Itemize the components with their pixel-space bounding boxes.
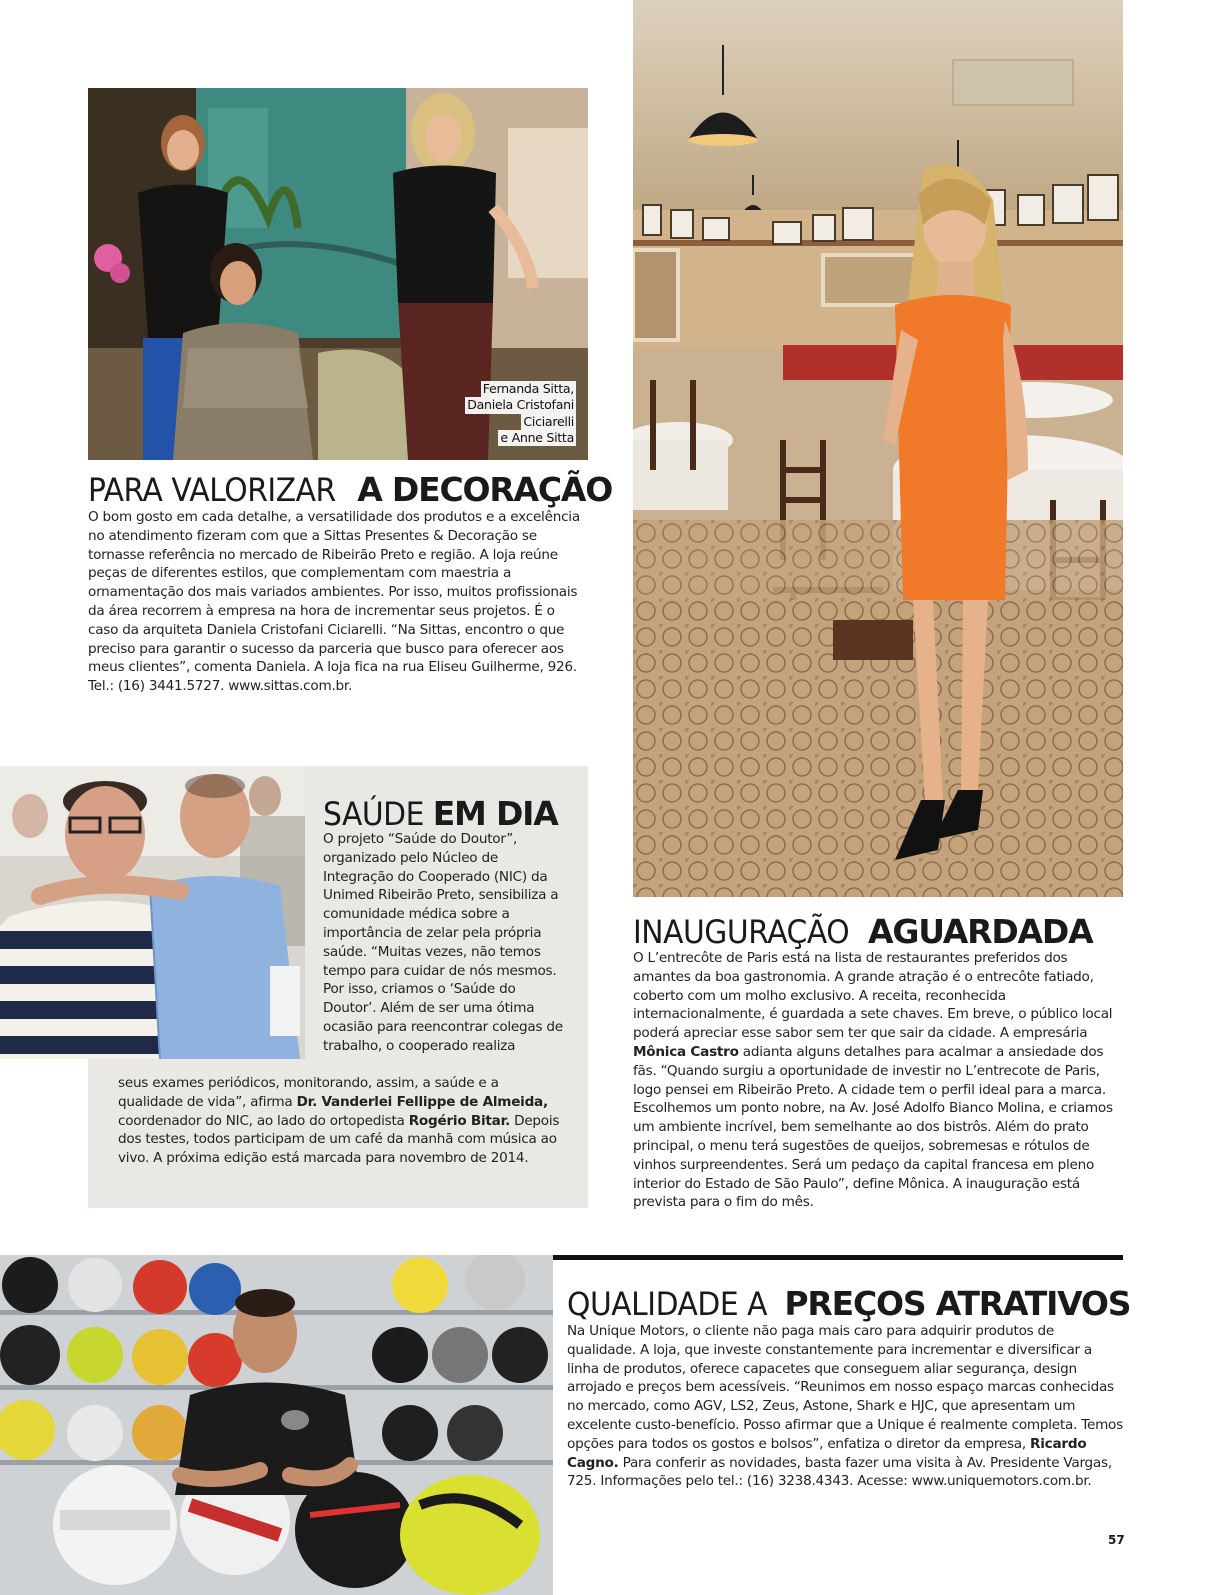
paragraph xyxy=(118,1074,563,1168)
text-run: seus exames periódicos, monitorando, assim, a saúde e a qualidade de vida”, afirma xyxy=(118,1075,499,1110)
paragraph xyxy=(567,1322,1123,1491)
paragraph xyxy=(633,949,1123,1212)
person-name: Ricardo Cagno. xyxy=(567,1435,1087,1471)
photo-helmet-store xyxy=(0,1255,553,1595)
text-run: Depois dos testes, todos participam de um café da manhã com música ao vivo. A próxima edição está marcada para novembro de 2014. xyxy=(118,1112,560,1167)
article-body-decoracao xyxy=(88,508,588,696)
text-run: Na Unique Motors, o cliente não paga mais caro para adquirir produtos de qualidade. A loja, que investe constantemente para incrementar e diversificar a linha de produtos, oferece capacetes que conseguem aliar segurança, design arrojado e preços bem acessíveis. “Reunimos em nosso espaço marcas conhecidas no mercado, como AGV, LS2, Zeus, Astone, Shark e HJC, que apresentam um excelente custo-benefício. Posso afirmar que a Unique é realmente completa. Temos opções para todos os gostos e bolsos”, enfatiza o diretor da empresa, xyxy=(567,1323,1123,1452)
article-body-saude-bottom xyxy=(118,1074,563,1168)
caption-line: Daniela Cristofani xyxy=(467,397,574,413)
article-body-saude-top xyxy=(323,830,563,1056)
text-run: O L’entrecôte de Paris está na lista de restaurantes preferidos dos amantes da boa gastronomia. A grande atração é o entrecôte fatiado, coberto com um molho exclusivo. A receita, reconhecida internacionalmente, é guardada a sete chaves. Em breve, o público local poderá apreciar esse sabor sem ter que sair da cidade. A empresária xyxy=(633,950,1113,1042)
section-divider-rule xyxy=(553,1255,1123,1260)
headline-bold: AGUARDADA xyxy=(867,912,1093,951)
article-body-inauguracao xyxy=(633,949,1123,1212)
text-run: Para conferir as novidades, basta fazer uma visita à Av. Presidente Vargas, 725. Informações pelo tel.: (16) 3238.4343. Acesse: www.uniquemotors.com.br. xyxy=(567,1454,1112,1490)
headline-light: PARA VALORIZAR xyxy=(88,471,336,509)
article-body-qualidade xyxy=(567,1322,1123,1491)
headline-bold: A DECORAÇÃO xyxy=(357,470,613,509)
headline-light: QUALIDADE A xyxy=(567,1285,768,1323)
headline-light: SAÚDE xyxy=(323,795,424,833)
caption-line: Fernanda Sitta, xyxy=(482,381,574,396)
photo-caption-sittas xyxy=(420,381,576,446)
photo-restaurant xyxy=(633,0,1123,897)
photo-two-doctors xyxy=(0,766,305,1059)
text-run: adianta alguns detalhes para acalmar a ansiedade dos fãs. “Quando surgiu a oportunidade de investir no L’entrecote de Paris, logo pensei em Ribeirão Preto. A cidade tem o perfil ideal para a marca. Escolhemos um ponto nobre, na Av. José Adolfo Bianco Molina, e criamos um ambiente incrível, bem semelhante ao dos bistrôs. Além do prato principal, o menu terá sugestões de queijos, sobremesas e rótulos de vinhos surpreendentes. Será um pedaço da capital francesa em pleno interior do Estado de São Paulo”, define Mônica. A inauguração está prevista para o fim do mês. xyxy=(633,1043,1113,1211)
paragraph: O bom gosto em cada detalhe, a versatilidade dos produtos e a excelência no atendimento fizeram com que a Sittas Presentes & Decoração se tornasse referência no mercado de Ribeirão Preto e região. A loja reúne peças de diferentes estilos, que complementam com maestria a ornamentação dos mais variados ambientes. Por isso, muitos profissionais da área recorrem à empresa na hora de incrementar seus projetos. É o caso da arquiteta Daniela Cristofani Ciciarelli. “Na Sittas, encontro o que preciso para garantir o sucesso da parceria que busco para oferecer aos meus clientes”, comenta Daniela. A loja fica na rua Eliseu Guilherme, 926. Tel.: (16) 3441.5727. www.sittas.com.br. xyxy=(88,509,580,695)
person-name: Rogério Bitar. xyxy=(408,1112,511,1129)
headline-bold: EM DIA xyxy=(432,794,558,833)
headline-inauguracao xyxy=(633,912,1093,951)
caption-line: e Anne Sitta xyxy=(500,429,574,445)
caption-line: Ciciarelli xyxy=(523,413,574,429)
person-name: Mônica Castro xyxy=(633,1043,739,1060)
headline-light: INAUGURAÇÃO xyxy=(633,913,850,951)
headline-saude xyxy=(323,794,558,833)
headline-decoracao xyxy=(88,470,613,509)
page-number: 57 xyxy=(1108,1533,1125,1547)
paragraph: O projeto “Saúde do Doutor”, organizado pelo Núcleo de Integração do Cooperado (NIC) da Unimed Ribeirão Preto, sensibiliza a comunidade médica sobre a importância de zelar pela própria saúde. “Muitas vezes, não temos tempo para cuidar de nós mesmos. Por isso, criamos o ‘Saúde do Doutor’. Além de ser uma ótima ocasião para reencontrar colegas de trabalho, o cooperado realiza xyxy=(323,831,563,1054)
text-run: coordenador do NIC, ao lado do ortopedista xyxy=(118,1112,409,1129)
headline-bold: PREÇOS ATRATIVOS xyxy=(784,1284,1131,1323)
person-name: Dr. Vanderlei Fellippe de Almeida, xyxy=(296,1093,548,1110)
headline-qualidade xyxy=(567,1284,1131,1323)
